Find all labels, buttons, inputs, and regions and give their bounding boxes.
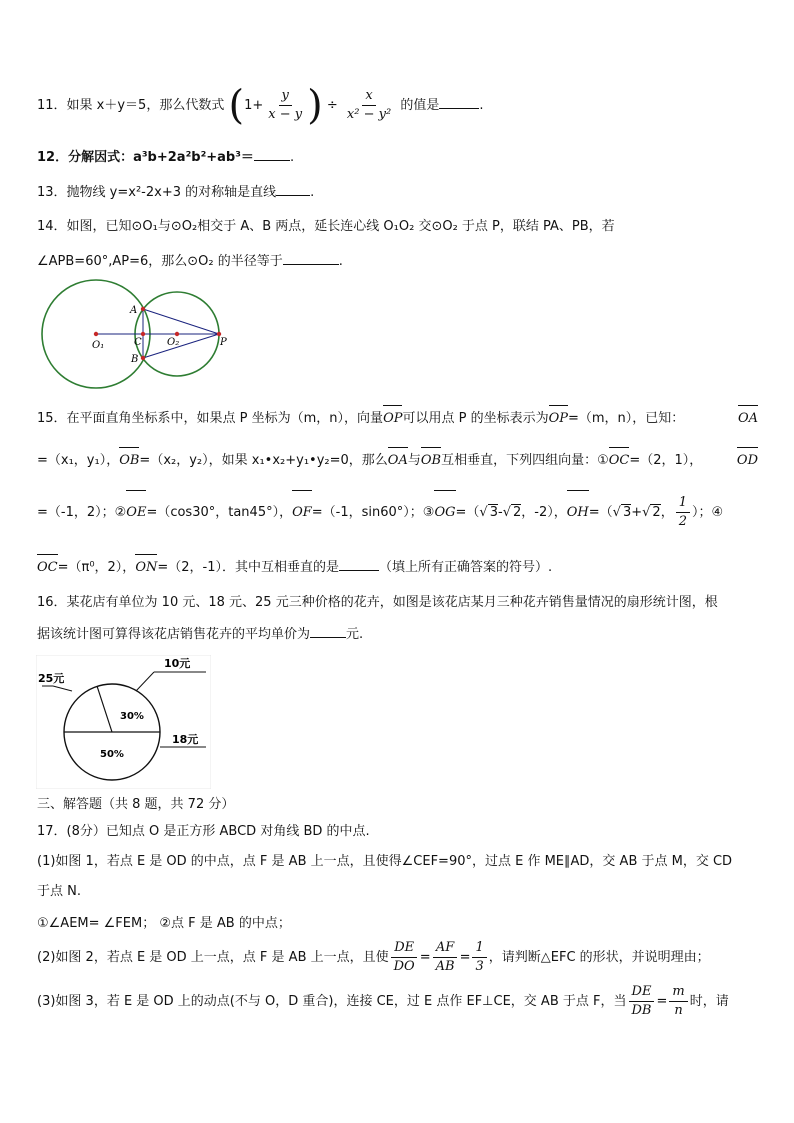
point-p [217,332,221,336]
q15-text: =（x₁，y₁）， [37,453,120,468]
q15-text: =（2，1）， [629,453,703,468]
q15-text: （填上所有正确答案的符号）. [379,560,553,575]
fraction-one-third: $\frac{1}{3}$ [472,939,486,976]
q15-text: 15．在平面直角坐标系中，如果点 P 坐标为（m，n），向量 [37,411,384,426]
fraction-af-ab: $\frac{AF}{AB}$ [433,939,458,976]
section-3-heading: 三、解答题（共 8 题，共 72 分） [37,797,235,812]
q12-text: 12．分解因式：a³b+2a²b²+ab³＝ [37,150,254,165]
q15-text: =（x₂，y₂），如果 x₁•x₂+y₁•y₂=0，那么 [139,453,388,468]
q11-period: . [479,98,484,113]
q11-fraction-2: $\frac{x}{\text{x² − y²}}$ [346,88,392,122]
question-14-line-2 [37,250,758,272]
q15-text: 可以用点 P 的坐标表示为 [402,411,549,426]
vector-oh: OH [567,494,589,532]
pct-50: 50% [100,749,124,760]
q15-text: =（m，n），已知： [567,411,685,426]
q14-line2-text: ∠APB=60°,AP=6，那么⊙O₂ 的半径等于 [37,254,283,269]
divide-sign: ÷ [326,98,338,113]
answer-blank [339,556,379,571]
label-a: A [130,305,138,316]
point-o2 [175,332,179,336]
answer-blank [283,250,339,265]
q12-period: . [289,150,295,165]
fraction-one-half: $\frac{1}{2}$ [676,494,690,531]
q15-text: =（2，-1）．其中互相垂直的是 [157,560,339,575]
q17-text: (2)如图 2，若点 E 是 OD 上一点，点 F 是 AB 上一点，且使 [37,950,389,965]
line-pb [143,334,219,358]
sqrt-3: 3 [489,505,498,520]
q11-suffix: 的值是 [400,98,440,113]
question-17-intro: 17．(8分）已知点 O 是正方形 ABCD 对角线 BD 的中点. [37,824,370,839]
label-b: B [131,354,139,365]
label-c: C [134,337,142,348]
line-pa [143,309,219,334]
q11-prefix: 11．如果 x＋y＝5，那么代数式 [37,98,225,113]
label-18-yuan: 18元 [172,733,199,746]
vector-og: OG [434,494,455,532]
q15-text: =（cos30°，tan45°）， [146,505,293,520]
question-17-part3 [37,982,758,1022]
fraction-de-db: $\frac{DE}{DB}$ [628,983,654,1020]
answer-blank [310,623,346,638]
question-15-line-1 [37,409,758,429]
q15-text: 与 [407,453,421,468]
q15-text: =（-1，sin60°）；③ [311,505,435,520]
equals-sign: = [419,950,431,965]
answer-blank [254,146,290,161]
question-17-part1-items: ①∠AEM= ∠FEM； ②点 F 是 AB 的中点； [37,916,291,931]
q13-text: 13．抛物线 y=x²-2x+3 的对称轴是直线 [37,185,277,200]
vector-ob: OB [421,451,441,471]
label-p: P [220,337,227,348]
point-c [141,332,145,336]
question-17-part2 [37,938,758,978]
sqrt-2: 2 [652,505,661,520]
left-paren: ( [228,82,245,129]
label-o2: O₂ [167,337,180,348]
label-10-yuan: 10元 [164,657,191,670]
vector-op: OP [549,409,568,429]
question-15-line-4 [37,556,758,578]
point-a [141,307,145,311]
fraction-m-n: $\frac{m}{n}$ [669,983,687,1020]
vector-ob: OB [119,451,139,471]
sqrt-2: 2 [512,505,522,520]
q15-text: 互相垂直，下列四组向量：① [441,453,609,468]
vector-of: OF [292,494,312,532]
right-paren: ) [307,82,323,129]
vector-on: ON [135,558,157,578]
label-25-yuan: 25元 [38,672,65,685]
q11-one-plus: 1+ [244,98,264,113]
equals-sign: = [656,994,668,1009]
q16-line2-text: 据该统计图可算得该花店销售花卉的平均单价为 [37,627,311,642]
vector-oa: OA [388,451,408,471]
question-15-line-3: =（-1，2）；②OE=（cos30°，tan45°），OF=（-1，sin60°）；③OG=（√ 3-√ 2，-2），OH=（√ 3+√ 2， $\frac{1}{2}$ ）；④ [37,494,758,532]
vector-oe: OE [126,494,146,532]
question-14-line-1: 14．如图，已知⊙O₁与⊙O₂相交于 A、B 两点，延长连心线 O₁O₂ 交⊙O₂ 于点 P，联结 PA、PB，若 [37,219,615,234]
question-17-part1: (1)如图 1，若点 E 是 OD 的中点，点 F 是 AB 上一点，且使得∠CEF=90°，过点 E 作 ME∥AD，交 AB 于点 M，交 CD [37,854,733,869]
q15-text: =（ [455,505,480,520]
question-16-line-1: 16．某花店有单位为 10 元、18 元、25 元三种价格的花卉，如图是该花店某月三种花卉销售量情况的扇形统计图，根 [37,595,718,610]
q15-text: =（-1，2）；② [37,505,127,520]
vector-oa: OA [738,409,758,429]
point-b [141,356,145,360]
equals-sign: = [459,950,471,965]
sqrt-3: 3 [622,505,632,520]
vector-od: OD [737,451,758,471]
q15-text: =（π⁰，2）， [57,560,136,575]
question-13 [37,181,758,203]
fraction-de-do: $\frac{DE}{DO}$ [391,939,418,976]
q13-period: . [310,185,315,200]
answer-blank [439,94,479,109]
q11-fraction-1: $\frac{y}{x - y}$ [268,88,303,122]
q16-unit: 元. [346,627,364,642]
q15-text: ， [660,505,674,520]
q17-text: 时，请 [689,994,729,1009]
question-11 [37,84,758,128]
question-15-line-2 [37,451,758,471]
answer-blank [276,181,310,196]
vector-oc: OC [37,558,58,578]
q15-text: ，-2）， [521,505,567,520]
question-16-line-2 [37,623,758,645]
q15-text: ）；④ [691,505,724,520]
label-o1: O₁ [92,340,105,351]
question-12 [37,146,758,168]
pct-30: 30% [120,711,144,722]
vector-op: OP [383,409,402,429]
q17-text: (3)如图 3，若 E 是 OD 上的动点(不与 O，D 重合)，连接 CE，过 E 点作 EF⊥CE，交 AB 于点 F，当 [37,994,627,1009]
q15-text: =（ [588,505,613,520]
question-17-part1-cont: 于点 N. [37,884,81,899]
two-circles-figure [40,278,240,396]
pie-chart-figure [36,655,211,789]
q14-period: . [338,254,343,269]
vector-oc: OC [609,451,630,471]
q17-text: ，请判断△EFC 的形状，并说明理由； [488,950,710,965]
point-o1 [94,332,98,336]
